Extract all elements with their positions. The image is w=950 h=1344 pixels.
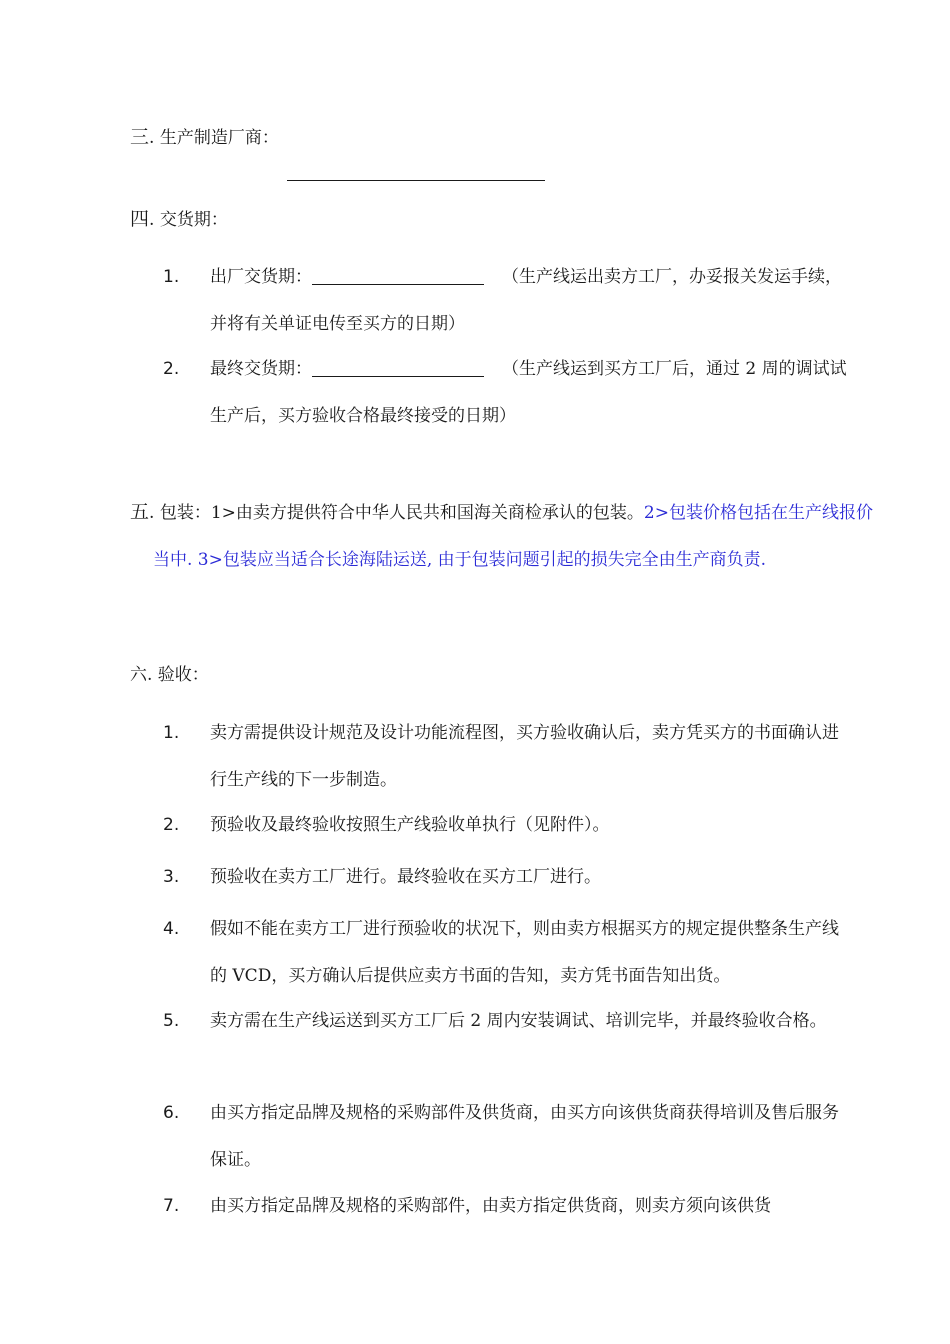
acceptance-item (163, 854, 853, 901)
section-6-heading (130, 652, 209, 699)
list-item-text: 预验收在卖方工厂进行。最终验收在买方工厂进行。 (210, 867, 601, 887)
section-label: . 验收： (147, 665, 209, 685)
list-number: 6. (163, 1103, 180, 1123)
delivery-item-label: 出厂交货期： (210, 267, 312, 287)
list-number: 7. (163, 1196, 180, 1216)
list-number: 5. (163, 1011, 180, 1031)
section-number: 四 (130, 208, 150, 230)
section-number: 六 (130, 665, 147, 685)
ex-factory-date-blank (312, 264, 484, 285)
list-item-text: 由买方指定品牌及规格的采购部件及供货商，由买方向该供货商获得培训及售后服务保证。 (210, 1103, 839, 1170)
list-number: 3. (163, 867, 180, 887)
section-label: . 交货期： (149, 210, 228, 230)
list-number: 2. (163, 359, 180, 379)
manufacturer-blank-line (287, 180, 545, 181)
list-number: 2. (163, 815, 180, 835)
delivery-item-1 (163, 254, 853, 348)
delivery-item-label: 最终交货期： (210, 359, 312, 379)
list-item-text: 卖方需提供设计规范及设计功能流程图，买方验收确认后，卖方凭买方的书面确认进行生产线的下一步制造。 (210, 723, 839, 790)
acceptance-item (163, 998, 853, 1045)
list-item-text: 由买方指定品牌及规格的采购部件，由卖方指定供货商，则卖方须向该供货 (210, 1196, 771, 1216)
section-label: . 生产制造厂商： (149, 128, 279, 148)
section-number: 三 (130, 126, 150, 148)
section-5-paragraph (130, 489, 875, 584)
acceptance-item (163, 1090, 853, 1184)
packaging-clause-1: 1>由卖方提供符合中华人民共和国海关商检承认的包装。 (210, 503, 644, 523)
list-number: 1. (163, 723, 180, 743)
section-label: . 包装： (149, 503, 211, 523)
final-delivery-date-blank (312, 356, 484, 377)
section-3-heading (130, 114, 279, 162)
list-number: 1. (163, 267, 180, 287)
section-number: 五 (130, 501, 150, 523)
list-item-text: 预验收及最终验收按照生产线验收单执行（见附件）。 (210, 815, 610, 835)
delivery-item-2 (163, 346, 853, 440)
acceptance-item (163, 710, 853, 804)
packaging-clause-2-3: 2>包装价格包括在生产线报价当中. 3>包装应当适合长途海陆运送, 由于包装问题引起的损失完全由生产商负责. (153, 503, 873, 570)
list-item-text: 假如不能在卖方工厂进行预验收的状况下，则由卖方根据买方的规定提供整条生产线的 VCD，买方确认后提供应卖方书面的告知，卖方凭书面告知出货。 (210, 919, 839, 986)
acceptance-item (163, 906, 853, 1000)
delivery-item-note: （生产线运到买方工厂后，通过 2 周的调试试生产后，买方验收合格最终接受的日期） (210, 359, 847, 426)
section-4-heading (130, 196, 228, 244)
list-number: 4. (163, 919, 180, 939)
acceptance-item (163, 802, 853, 849)
delivery-item-note: （生产线运出卖方工厂，办妥报关发运手续，并将有关单证电传至买方的日期） (210, 267, 842, 334)
list-item-text: 卖方需在生产线运送到买方工厂后 2 周内安装调试、培训完毕，并最终验收合格。 (210, 1011, 827, 1031)
acceptance-item (163, 1183, 853, 1230)
